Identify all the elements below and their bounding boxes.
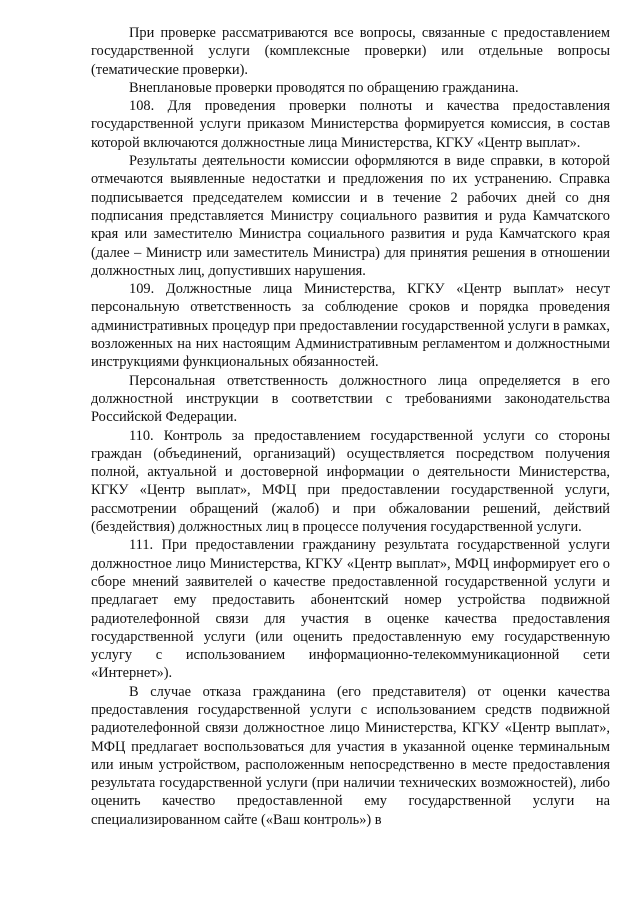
paragraph-refusal-case: В случае отказа гражданина (его представителя) от оценки качества предоставления государственной услуги с использованием средств подвижной радиотелефонной связи должностное лицо Министерства, КГКУ «Центр выплат», МФЦ предлагает воспользоваться для участия в указанной оценке терминальным или иным устройством, расположенным непосредственно в месте предоставления результата государственной услуги (при наличии технических возможностей), либо оценить качество предоставленной ему государственной услуги на специализированном сайте («Ваш контроль») в xyxy=(91,683,610,828)
paragraph-108: 108. Для проведения проверки полноты и качества предоставления государственной услуги приказом Министерства формируется комиссия, в состав которой включаются должностные лица Министерства, КГКУ «Центр выплат». xyxy=(91,98,610,151)
paragraph-110: 110. Контроль за предоставлением государственной услуги со стороны граждан (объединений, организаций) осуществляется посредством получения полной, актуальной и достоверной информации о деятельности Министерства, КГКУ «Центр выплат», МФЦ при предоставлении государственной услуги, рассмотрении обращений (жалоб) и при обжаловании решений, действий (бездействия) должностных лиц в процессе получения государственной услуги. xyxy=(91,427,610,536)
document-page xyxy=(91,24,610,829)
paragraph-109: 109. Должностные лица Министерства, КГКУ «Центр выплат» несут персональную ответственность за соблюдение сроков и порядка проведения административных процедур при предоставлении государственной услуги в рамках, возложенных на них настоящим Административным регламентом и должностными инструкциями функциональных обязанностей. xyxy=(91,281,610,371)
paragraph-inspection-scope: При проверке рассматриваются все вопросы, связанные с предоставлением государственной услуги (комплексные проверки) или отдельные вопросы (тематические проверки). xyxy=(91,25,610,78)
paragraph-unscheduled-inspections: Внеплановые проверки проводятся по обращению гражданина. xyxy=(129,79,519,96)
paragraph-111: 111. При предоставлении гражданину результата государственной услуги должностное лицо Министерства, КГКУ «Центр выплат», МФЦ информирует его о сборе мнений заявителей о качестве предоставленной государственной услуги и предлагает ему предоставить абонентский номер устройства подвижной радиотелефонной связи для участия в оценке качества предоставления государственной услуги (или оценить предоставленную ему государственную услугу с использованием информационно-телекоммуникационной сети «Интернет»). xyxy=(91,537,610,682)
paragraph-commission-results: Результаты деятельности комиссии оформляются в виде справки, в которой отмечаются выявленные недостатки и предложения по их устранению. Справка подписывается председателем комиссии и в течение 2 рабочих дней со дня подписания представляется Министру социального развития и руда Камчатского края или заместителю Министра социального развития и руда Камчатского края (далее – Министр или заместитель Министра) для принятия решения в отношении должностных лиц, допустивших нарушения. xyxy=(91,153,610,279)
paragraph-personal-responsibility: Персональная ответственность должностного лица определяется в его должностной инструкции в соответствии с требованиями законодательства Российской Федерации. xyxy=(91,372,610,426)
